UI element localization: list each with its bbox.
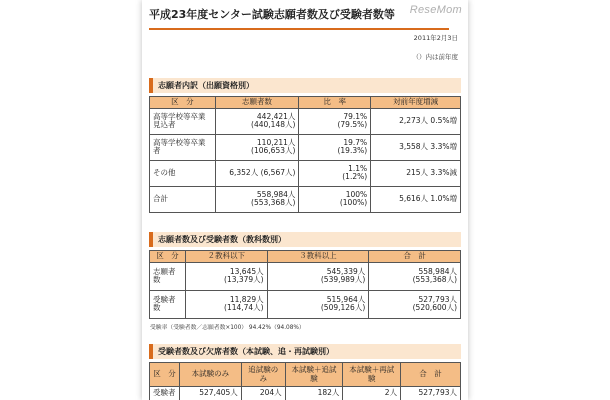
header-cell: 本試験＋再試験 [343,363,401,387]
document-title: 平成23年度センター試験志願者数及び受験者数等 [149,6,449,30]
table-row [150,160,461,186]
value-cell: 558,984人 (553,368人) [369,262,461,290]
document-date: 2011年2月3日 [413,34,458,42]
header-cell: 本試験＋追試験 [285,363,343,387]
subjects-table [149,250,461,319]
change-cell: 5,616人 1.0%増 [371,186,461,212]
applicant-count: 558,984人 (553,368人) [215,186,299,212]
header-cell: 比 率 [299,97,371,109]
change-cell: 3,558人 3.3%増 [371,134,461,160]
row-label: 高等学校等卒業見込者 [150,108,216,134]
value-cell: 545,339人 (539,989人) [267,262,369,290]
value-cell: 13,645人 (13,379人) [185,262,267,290]
header-cell: 本試験のみ [179,363,241,387]
row-label: 高等学校等卒業者 [150,134,216,160]
value-cell: 182人 [285,387,343,400]
applicant-count: 6,352人 (6,567人) [215,160,299,186]
section-title-applicants: 志願者内訳（出願資格別） [149,78,461,93]
row-label: 受験者 [150,387,180,400]
ratio-cell: 79.1% (79.5%) [299,108,371,134]
value-cell: 527,793人 [401,387,461,400]
table-header-row [150,97,461,109]
header-cell: 合 計 [369,251,461,263]
header-cell: ３教科以上 [267,251,369,263]
row-label: 受験者数 [150,290,186,318]
attendance-rate-caption: 受験率（受験者数／志願者数×100） 94.42%（94.08%） [150,325,305,331]
ratio-cell: 1.1% (1.2%) [299,160,371,186]
attendance-table [149,362,461,400]
header-cell: 区 分 [150,251,186,263]
value-cell: 204人 [241,387,285,400]
header-cell: 合 計 [401,363,461,387]
ratio-cell: 100% (100%) [299,186,371,212]
header-cell: ２教科以下 [185,251,267,263]
table-header-row [150,251,461,263]
table-row [150,134,461,160]
header-cell: 志願者数 [215,97,299,109]
change-cell: 215人 3.3%減 [371,160,461,186]
table-header-row [150,363,461,387]
ratio-cell: 19.7% (19.3%) [299,134,371,160]
document-page [142,0,468,400]
change-cell: 2,273人 0.5%増 [371,108,461,134]
row-label: 合計 [150,186,216,212]
value-cell: 11,829人 (114,74人) [185,290,267,318]
table-row [150,290,461,318]
header-cell: 追試験のみ [241,363,285,387]
header-cell: 区 分 [150,97,216,109]
applicants-table [149,96,461,213]
document-note: （）内は前年度 [412,53,458,61]
value-cell: 515,964人 (509,126人) [267,290,369,318]
value-cell: 527,405人 [179,387,241,400]
row-label: 志願者数 [150,262,186,290]
row-label: その他 [150,160,216,186]
header-cell: 対前年度増減 [371,97,461,109]
value-cell: 527,793人 (520,600人) [369,290,461,318]
applicant-count: 110,211人 (106,653人) [215,134,299,160]
section-title-subjects: 志願者数及び受験者数（教科数別） [149,232,461,247]
table-row [150,262,461,290]
watermark-logo: ReseMom [409,4,462,16]
section-title-attendance: 受験者数及び欠席者数（本試験、追・再試験別） [149,344,461,359]
applicant-count: 442,421人 (440,148人) [215,108,299,134]
table-row [150,387,461,400]
header-cell: 区 分 [150,363,180,387]
value-cell: 2人 [343,387,401,400]
table-row [150,186,461,212]
table-row [150,108,461,134]
